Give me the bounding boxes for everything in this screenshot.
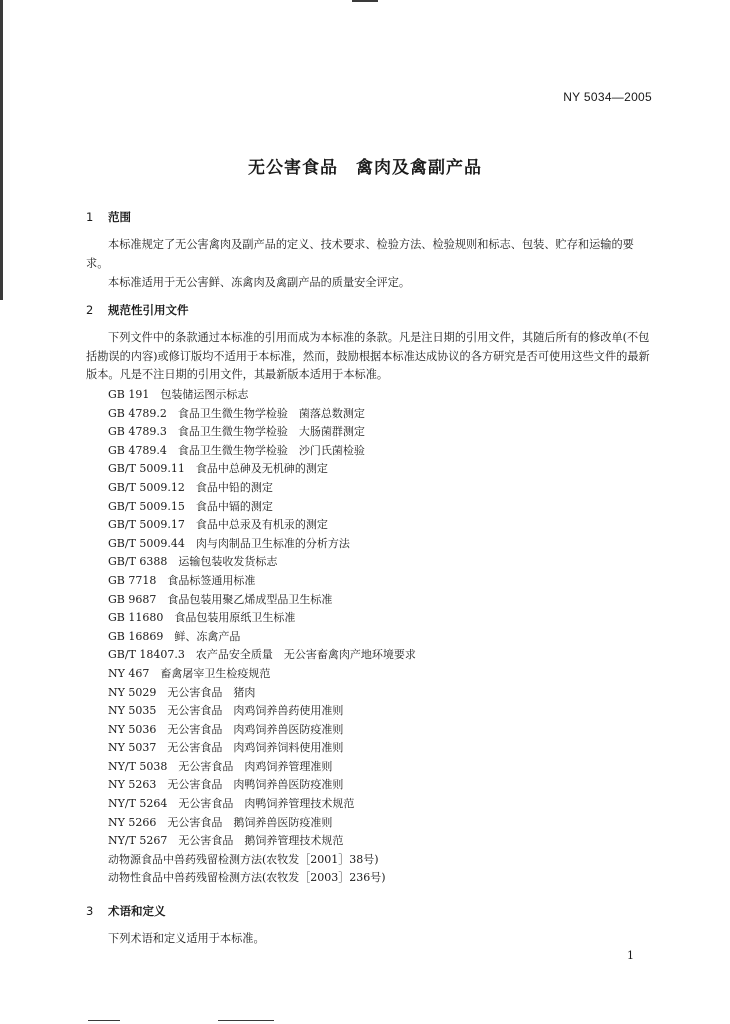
reference-item: NY/T 5038 无公害食品 肉鸡饲养管理准则	[108, 759, 333, 773]
section-3-paragraph-1: 下列术语和定义适用于本标准。	[108, 932, 265, 945]
scan-bottom-mark-left	[88, 1020, 120, 1021]
page-number: 1	[627, 949, 634, 962]
reference-item: GB 4789.4 食品卫生微生物学检验 沙门氏菌检验	[108, 443, 365, 457]
reference-item: NY/T 5267 无公害食品 鹅饲养管理技术规范	[108, 834, 344, 848]
reference-item: GB/T 5009.11 食品中总砷及无机砷的测定	[108, 462, 328, 476]
reference-item: GB 191 包装储运图示标志	[108, 388, 249, 401]
reference-item: GB/T 6388 运输包装收发货标志	[108, 555, 278, 569]
document-code: NY 5034—2005	[563, 90, 652, 104]
section-number: 3	[86, 904, 94, 918]
reference-item: NY 5263 无公害食品 肉鸭饲养兽医防疫准则	[108, 778, 344, 792]
reference-item: GB 4789.2 食品卫生微生物学检验 菌落总数测定	[108, 406, 365, 420]
scan-edge-mark	[0, 0, 3, 300]
section-title: 范围	[108, 210, 131, 224]
reference-item: GB 4789.3 食品卫生微生物学检验 大肠菌群测定	[108, 425, 365, 439]
reference-item: NY/T 5264 无公害食品 肉鸭饲养管理技术规范	[108, 797, 355, 811]
reference-item: NY 5037 无公害食品 肉鸡饲养饲料使用准则	[108, 741, 344, 755]
section-3-heading	[86, 903, 166, 919]
reference-item: NY 5036 无公害食品 肉鸡饲养兽医防疫准则	[108, 722, 344, 736]
section-number: 2	[86, 303, 94, 317]
reference-item: GB/T 5009.15 食品中镉的测定	[108, 499, 273, 513]
reference-item: GB 16869 鲜、冻禽产品	[108, 629, 241, 643]
reference-item: NY 5029 无公害食品 猪肉	[108, 685, 256, 699]
reference-item: NY 5035 无公害食品 肉鸡饲养兽药使用准则	[108, 704, 344, 718]
section-2-paragraph-1: 下列文件中的条款通过本标准的引用而成为本标准的条款。凡是注日期的引用文件，其随后所有的修改单(不包括勘误的内容)或修订版均不适用于本标准，然而，鼓励根据本标准达成协议的各方研究是否可使用这些文件的最新版本。凡是不注日期的引用文件，其最新版本适用于本标准。	[86, 331, 650, 382]
reference-item: GB/T 5009.44 肉与肉制品卫生标准的分析方法	[108, 536, 350, 550]
section-title: 术语和定义	[108, 904, 166, 918]
section-1-paragraph-2: 本标准适用于无公害鲜、冻禽肉及禽副产品的质量安全评定。	[108, 276, 411, 289]
reference-item: NY 5266 无公害食品 鹅饲养兽医防疫准则	[108, 815, 333, 829]
reference-item: 动物源食品中兽药残留检测方法(农牧发［2001］38号)	[108, 852, 379, 866]
reference-item: GB 9687 食品包装用聚乙烯成型品卫生标准	[108, 592, 333, 606]
section-number: 1	[86, 210, 94, 224]
scan-bottom-mark-right	[218, 1020, 274, 1021]
normative-references-list	[108, 386, 416, 888]
section-title: 规范性引用文件	[108, 303, 189, 317]
reference-item: GB 7718 食品标签通用标准	[108, 573, 256, 587]
section-2-heading	[86, 302, 189, 318]
scan-top-mark	[352, 0, 378, 2]
reference-item: GB/T 5009.12 食品中铅的测定	[108, 480, 273, 494]
reference-item: NY 467 畜禽屠宰卫生检疫规范	[108, 666, 271, 680]
reference-item: GB/T 5009.17 食品中总汞及有机汞的测定	[108, 518, 328, 532]
reference-item: 动物性食品中兽药残留检测方法(农牧发［2003］236号)	[108, 871, 386, 885]
section-1-paragraph-1: 本标准规定了无公害禽肉及副产品的定义、技术要求、检验方法、检验规则和标志、包装、贮存和运输的要求。	[86, 238, 634, 270]
document-title: 无公害食品 禽肉及禽副产品	[248, 158, 482, 178]
section-1-heading	[86, 209, 131, 225]
reference-item: GB/T 18407.3 农产品安全质量 无公害畜禽肉产地环境要求	[108, 648, 416, 662]
reference-item: GB 11680 食品包装用原纸卫生标准	[108, 611, 296, 625]
